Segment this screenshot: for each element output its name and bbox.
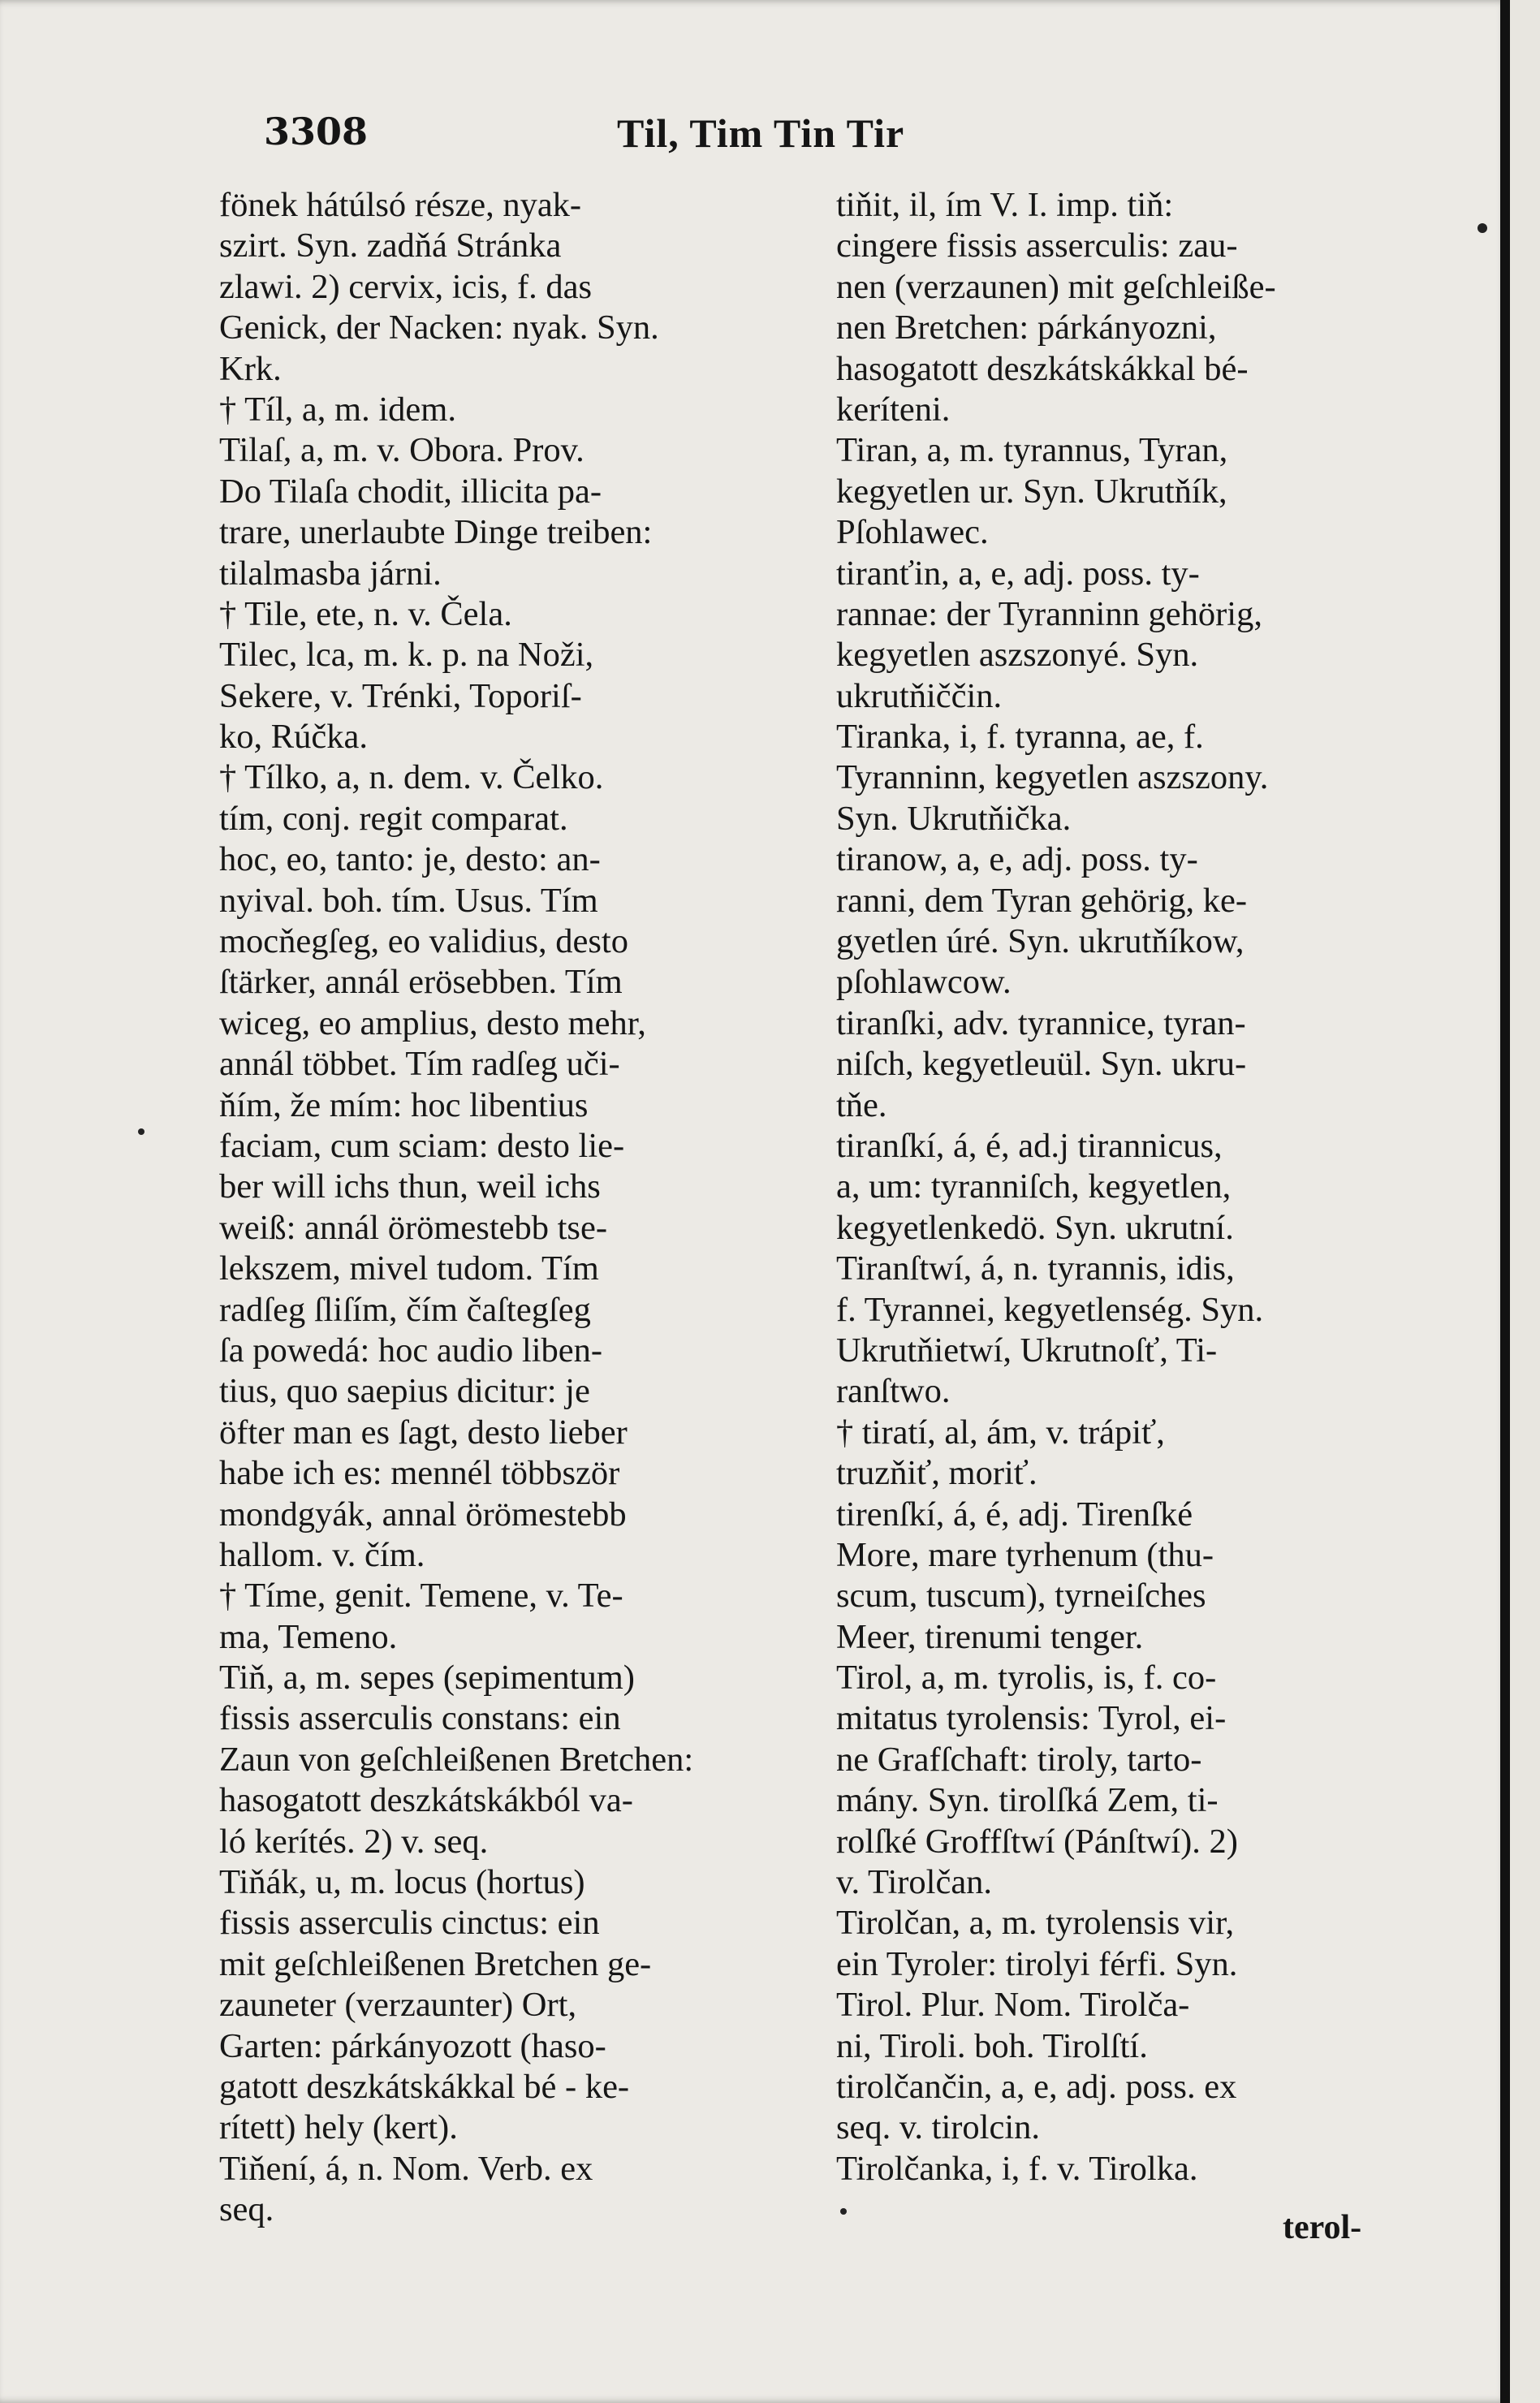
entry-line: trare, unerlaubte Dinge treiben: bbox=[219, 513, 653, 552]
entry-line: tiranſkí, á, é, ad.j tirannicus, bbox=[836, 1126, 1223, 1165]
entry-line: † Tile, ete, n. v. Čela. bbox=[219, 594, 512, 633]
dictionary-entry bbox=[836, 1003, 1421, 1126]
entry-line: Tirol, a, m. tyrolis, is, f. co- bbox=[836, 1659, 1217, 1698]
entry-line: fönek hátúlsó része, nyak- bbox=[219, 186, 582, 224]
dictionary-entry bbox=[836, 2067, 1421, 2149]
entry-line: wiceg, eo amplius, desto mehr, bbox=[219, 1003, 646, 1042]
entry-line: ſa powedá: hoc audio liben- bbox=[219, 1331, 603, 1370]
entry-line: annál többet. Tím radſeg uči- bbox=[219, 1045, 620, 1084]
ink-speck bbox=[840, 2208, 847, 2215]
entry-line: tím, conj. regit comparat. bbox=[219, 799, 568, 838]
entry-line: zauneter (verzaunter) Ort, bbox=[219, 1986, 577, 2025]
entry-line: kegyetlen ur. Syn. Ukrutňík, bbox=[836, 472, 1227, 511]
entry-line: tiranſki, adv. tyrannice, tyran- bbox=[836, 1003, 1246, 1042]
entry-line: Do Tilaſa chodit, illicita pa- bbox=[219, 472, 602, 511]
dictionary-entry bbox=[219, 757, 804, 798]
entry-line: keríteni. bbox=[836, 390, 951, 429]
dictionary-entry bbox=[219, 799, 804, 1576]
entry-line: tirenſkí, á, é, adj. Tirenſké bbox=[836, 1495, 1193, 1534]
dictionary-entry bbox=[836, 717, 1421, 839]
dictionary-entry bbox=[219, 430, 804, 594]
dictionary-entry bbox=[219, 2149, 804, 2231]
entry-line: Garten: párkányozott (haso- bbox=[219, 2026, 606, 2065]
entry-line: † tiratí, al, ám, v. trápiť, bbox=[836, 1413, 1165, 1452]
dictionary-entry bbox=[219, 594, 804, 635]
entry-line: Ukrutňietwí, Ukrutnoſť, Ti- bbox=[836, 1331, 1218, 1370]
dictionary-entry bbox=[219, 635, 804, 757]
entry-line: Tiňení, á, n. Nom. Verb. ex bbox=[219, 2149, 593, 2188]
running-head: Til, Tim Tin Tir bbox=[617, 110, 905, 156]
dictionary-entry bbox=[836, 1126, 1421, 1249]
entry-line: Tilec, lca, m. k. p. na Noži, bbox=[219, 636, 594, 675]
entry-line: tilalmasba járni. bbox=[219, 554, 442, 593]
entry-line: scum, tuscum), tyrneiſches bbox=[836, 1577, 1206, 1616]
entry-line: rannae: der Tyranninn gehörig, bbox=[836, 594, 1262, 633]
dictionary-entry bbox=[836, 1249, 1421, 1413]
entry-line: tirolčančin, a, e, adj. poss. ex bbox=[836, 2067, 1237, 2106]
dictionary-entry bbox=[219, 390, 804, 430]
entry-line: ňím, že mím: hoc libentius bbox=[219, 1085, 589, 1124]
dictionary-entry bbox=[219, 1862, 804, 2149]
entry-line: seq. v. tirolcin. bbox=[836, 2108, 1041, 2147]
entry-line: lekszem, mivel tudom. Tím bbox=[219, 1249, 599, 1288]
entry-line: Meer, tirenumi tenger. bbox=[836, 1617, 1144, 1656]
entry-line: tiňit, il, ím V. I. imp. tiň: bbox=[836, 186, 1174, 224]
entry-line: ló kerítés. 2) v. seq. bbox=[219, 1822, 489, 1861]
entry-line: gyetlen úré. Syn. ukrutňíkow, bbox=[836, 922, 1245, 961]
catchword: terol- bbox=[1283, 2209, 1362, 2246]
page-header bbox=[264, 110, 1400, 158]
entry-line: † Tílko, a, n. dem. v. Čelko. bbox=[219, 758, 604, 797]
entry-line: Krk. bbox=[219, 349, 282, 388]
dictionary-entry bbox=[219, 1576, 804, 1658]
entry-line: gatott deszkátskákkal bé - ke- bbox=[219, 2067, 630, 2106]
entry-line: rolſké Groffſtwí (Pánſtwí). 2) bbox=[836, 1822, 1238, 1861]
entry-line: Tirolčanka, i, f. v. Tirolka. bbox=[836, 2149, 1198, 2188]
entry-line: More, mare tyrhenum (thu- bbox=[836, 1535, 1214, 1574]
entry-line: hallom. v. čím. bbox=[219, 1535, 425, 1574]
entry-line: mit geſchleißenen Bretchen ge- bbox=[219, 1944, 652, 1983]
dictionary-entry bbox=[836, 430, 1421, 553]
entry-line: fissis asserculis cinctus: ein bbox=[219, 1904, 600, 1943]
entry-line: hoc, eo, tanto: je, desto: an- bbox=[219, 840, 601, 879]
entry-line: Tiňák, u, m. locus (hortus) bbox=[219, 1863, 585, 1902]
entry-line: ber will ichs thun, weil ichs bbox=[219, 1167, 601, 1206]
entry-line: Tiň, a, m. sepes (sepimentum) bbox=[219, 1659, 635, 1698]
dictionary-entry bbox=[836, 554, 1421, 718]
dictionary-entry bbox=[219, 185, 804, 390]
entry-line: Sekere, v. Trénki, Toporiſ- bbox=[219, 676, 582, 715]
entry-line: cingere fissis asserculis: zau- bbox=[836, 226, 1238, 265]
right-column bbox=[836, 185, 1421, 2189]
entry-line: ukrutňiččin. bbox=[836, 676, 1003, 715]
entry-line: kegyetlen aszszonyé. Syn. bbox=[836, 636, 1199, 675]
entry-line: ni, Tiroli. boh. Tirolſtí. bbox=[836, 2026, 1148, 2065]
entry-line: nen Bretchen: párkányozni, bbox=[836, 308, 1217, 347]
entry-line: pſohlawcow. bbox=[836, 963, 1012, 1002]
entry-line: hasogatott deszkátskákból va- bbox=[219, 1781, 633, 1820]
entry-line: mány. Syn. tirolſká Zem, ti- bbox=[836, 1781, 1219, 1820]
dictionary-entry bbox=[836, 185, 1421, 430]
entry-line: kegyetlenkedö. Syn. ukrutní. bbox=[836, 1208, 1234, 1247]
entry-line: ſtärker, annál erösebben. Tím bbox=[219, 963, 623, 1002]
entry-line: Genick, der Nacken: nyak. Syn. bbox=[219, 308, 659, 347]
entry-line: † Tíl, a, m. idem. bbox=[219, 390, 456, 429]
entry-line: öfter man es ſagt, desto lieber bbox=[219, 1413, 628, 1452]
entry-line: † Tíme, genit. Temene, v. Te- bbox=[219, 1577, 623, 1616]
entry-line: Syn. Ukrutňička. bbox=[836, 799, 1072, 838]
entry-line: mondgyák, annal örömestebb bbox=[219, 1495, 627, 1534]
entry-line: Tiranſtwí, á, n. tyrannis, idis, bbox=[836, 1249, 1235, 1288]
dictionary-entry bbox=[836, 1658, 1421, 1903]
entry-line: tius, quo saepius dicitur: je bbox=[219, 1372, 590, 1411]
entry-line: habe ich es: mennél többször bbox=[219, 1454, 620, 1493]
entry-line: radſeg ſliſím, čím čaſtegſeg bbox=[219, 1290, 591, 1329]
dictionary-entry bbox=[836, 839, 1421, 1003]
entry-line: ne Grafſchaft: tiroly, tarto- bbox=[836, 1740, 1202, 1779]
entry-line: f. Tyrannei, kegyetlenség. Syn. bbox=[836, 1290, 1264, 1329]
entry-line: weiß: annál örömestebb tse- bbox=[219, 1208, 607, 1247]
ink-speck bbox=[1477, 223, 1487, 233]
entry-line: tiranťin, a, e, adj. poss. ty- bbox=[836, 554, 1200, 593]
dictionary-entry bbox=[836, 1903, 1421, 2067]
entry-line: Tilaſ, a, m. v. Obora. Prov. bbox=[219, 431, 585, 470]
dictionary-entry bbox=[219, 1658, 804, 1862]
entry-line: nyival. boh. tím. Usus. Tím bbox=[219, 881, 598, 920]
entry-line: ko, Rúčka. bbox=[219, 718, 368, 757]
entry-line: ein Tyroler: tirolyi férfi. Syn. bbox=[836, 1944, 1238, 1983]
dictionary-entry bbox=[836, 2149, 1421, 2189]
entry-line: fissis asserculis constans: ein bbox=[219, 1699, 621, 1738]
entry-line: ranni, dem Tyran gehörig, ke- bbox=[836, 881, 1248, 920]
entry-line: faciam, cum sciam: desto lie- bbox=[219, 1126, 625, 1165]
dictionary-entry bbox=[836, 1495, 1421, 1659]
entry-line: mocňegſeg, eo validius, desto bbox=[219, 922, 628, 961]
entry-line: Zaun von geſchleißenen Bretchen: bbox=[219, 1740, 694, 1779]
entry-line: rített) hely (kert). bbox=[219, 2108, 458, 2147]
entry-line: nen (verzaunen) mit geſchleiße- bbox=[836, 267, 1276, 306]
entry-line: mitatus tyrolensis: Tyrol, ei- bbox=[836, 1699, 1227, 1738]
entry-line: tňe. bbox=[836, 1085, 887, 1124]
entry-line: hasogatott deszkátskákkal bé- bbox=[836, 349, 1249, 388]
entry-line: truzňiť, moriť. bbox=[836, 1454, 1037, 1493]
entry-line: a, um: tyranniſch, kegyetlen, bbox=[836, 1167, 1232, 1206]
page-number: 3308 bbox=[264, 110, 369, 153]
entry-line: niſch, kegyetleuül. Syn. ukru- bbox=[836, 1045, 1247, 1084]
entry-line: Tiranka, i, f. tyranna, ae, f. bbox=[836, 718, 1204, 757]
entry-line: szirt. Syn. zadňá Stránka bbox=[219, 226, 562, 265]
left-column bbox=[219, 185, 804, 2231]
entry-line: Tyranninn, kegyetlen aszszony. bbox=[836, 758, 1269, 797]
entry-line: Tirolčan, a, m. tyrolensis vir, bbox=[836, 1904, 1235, 1943]
entry-line: zlawi. 2) cervix, icis, f. das bbox=[219, 267, 593, 306]
entry-line: ranſtwo. bbox=[836, 1372, 951, 1411]
dictionary-entry bbox=[836, 1413, 1421, 1495]
entry-line: tiranow, a, e, adj. poss. ty- bbox=[836, 840, 1198, 879]
entry-line: ma, Temeno. bbox=[219, 1617, 398, 1656]
entry-line: Tiran, a, m. tyrannus, Tyran, bbox=[836, 431, 1228, 470]
entry-line: v. Tirolčan. bbox=[836, 1863, 993, 1902]
entry-line: Pſohlawec. bbox=[836, 513, 989, 552]
entry-line: seq. bbox=[219, 2190, 274, 2229]
entry-line: Tirol. Plur. Nom. Tirolča- bbox=[836, 1986, 1190, 2025]
ink-speck bbox=[138, 1128, 145, 1135]
next-page-edge bbox=[1510, 0, 1540, 2403]
